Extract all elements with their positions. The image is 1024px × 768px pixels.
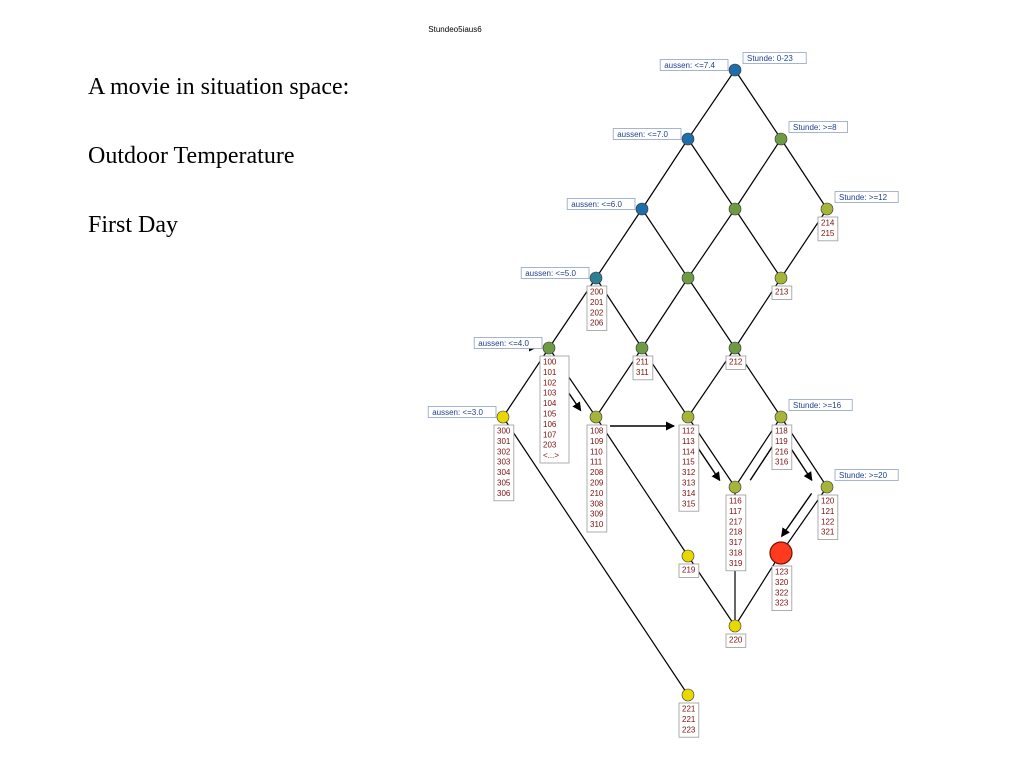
object-label: 201 [590,297,604,307]
object-label: 303 [497,457,511,467]
object-label: 202 [590,308,604,318]
concept-node [729,342,741,354]
object-label: 319 [729,558,743,568]
slide-subheading: Outdoor Temperature [88,143,295,169]
attribute-label: Stunde: >=16 [793,401,842,410]
object-label: 220 [729,635,743,645]
object-label: 309 [590,509,604,519]
object-label: 119 [775,436,788,446]
diagram-title: Stundeo5iaus6 [428,25,482,34]
object-label: 218 [729,527,743,537]
object-label: 302 [497,447,511,457]
object-label: 114 [682,447,695,457]
object-label: 217 [729,517,743,527]
object-label: 313 [682,478,696,488]
object-label: 317 [729,538,743,548]
object-label: 110 [590,447,603,457]
concept-node [729,620,741,632]
object-label: 300 [497,426,511,436]
object-label: 117 [729,506,742,516]
object-label: 212 [729,357,743,367]
lattice-edge [735,139,781,209]
lattice-edge [735,209,781,278]
object-label: <...> [543,451,560,461]
object-label: 318 [729,548,743,558]
concept-node [775,272,787,284]
object-label: 321 [821,527,835,537]
concept-node [682,272,694,284]
attribute-label: Stunde: >=20 [839,471,888,480]
lattice-edge [642,209,688,278]
object-label: 115 [682,457,695,467]
concept-node [543,342,555,354]
object-label: 211 [636,357,649,367]
object-label: 118 [775,426,788,436]
object-label: 315 [682,499,696,509]
lattice-edge [688,209,735,278]
lattice-edge [781,139,827,209]
object-label: 112 [682,426,695,436]
lattice-edge [596,209,642,278]
object-label: 322 [775,588,789,598]
concept-node [821,481,833,493]
concept-node [729,203,741,215]
attribute-label: aussen: <=5.0 [525,269,576,278]
object-label: 311 [636,367,649,377]
object-label: 111 [590,457,603,467]
object-label: 310 [590,520,604,530]
object-label: 209 [590,478,604,488]
object-label: 105 [543,409,557,419]
object-label: 308 [590,499,604,509]
object-label: 304 [497,468,511,478]
lattice-edge [596,417,688,556]
lattice-edge [688,278,735,348]
attribute-label: aussen: <=7.0 [617,130,668,139]
object-label: 107 [543,430,557,440]
concept-node [682,411,694,423]
concept-node [590,272,602,284]
object-label: 108 [590,426,604,436]
object-label: 312 [682,468,696,478]
attribute-label: aussen: <=7.4 [664,61,715,70]
object-label: 103 [543,388,557,398]
object-label: 109 [590,436,604,446]
object-label: 200 [590,287,604,297]
object-label: 306 [497,488,511,498]
object-label: 102 [543,378,557,388]
concept-node [775,411,787,423]
object-label: 121 [821,506,835,516]
lattice-edge [688,139,735,209]
concept-node [821,203,833,215]
object-label: 120 [821,496,835,506]
lattice-edge [688,70,735,139]
object-label: 106 [543,419,557,429]
concept-node [682,689,694,701]
object-label: 101 [543,367,557,377]
lattice-edge [642,139,688,209]
concept-node [682,133,694,145]
object-label: 100 [543,357,557,367]
attribute-label: aussen: <=3.0 [432,408,483,417]
concept-node [682,550,694,562]
concept-node [636,342,648,354]
attribute-label: Stunde: >=8 [793,123,837,132]
concept-node [590,411,602,423]
concept-node [497,411,509,423]
object-label: 210 [590,488,604,498]
object-label: 208 [590,468,604,478]
object-label: 123 [775,567,789,577]
object-label: 214 [821,218,835,228]
object-label: 223 [682,725,696,735]
object-label: 314 [682,488,696,498]
attribute-label: aussen: <=6.0 [571,200,622,209]
concept-node [636,203,648,215]
attribute-label: Stunde: 0-23 [747,54,793,63]
object-label: 203 [543,440,557,450]
current-situation-node [770,542,792,564]
object-label: 221 [682,704,696,714]
object-label: 320 [775,577,789,587]
object-label: 213 [775,287,789,297]
concept-node [729,481,741,493]
object-label: 104 [543,399,557,409]
lattice-labels [428,53,898,738]
object-label: 122 [821,517,835,527]
object-label: 301 [497,436,511,446]
concept-node [775,133,787,145]
object-label: 316 [775,457,789,467]
object-label: 323 [775,598,789,608]
object-label: 221 [682,714,696,724]
object-label: 206 [590,318,604,328]
attribute-label: Stunde: >=12 [839,193,888,202]
object-label: 219 [682,565,696,575]
lattice-edge [735,70,781,139]
concept-node [729,64,741,76]
lattice-edge [642,278,688,348]
slide-caption: First Day [88,212,178,238]
object-label: 305 [497,478,511,488]
object-label: 215 [821,228,835,238]
object-label: 116 [729,496,742,506]
slide-heading: A movie in situation space: [88,74,350,100]
object-label: 113 [682,436,695,446]
attribute-label: aussen: <=4.0 [478,339,529,348]
object-label: 216 [775,447,789,457]
